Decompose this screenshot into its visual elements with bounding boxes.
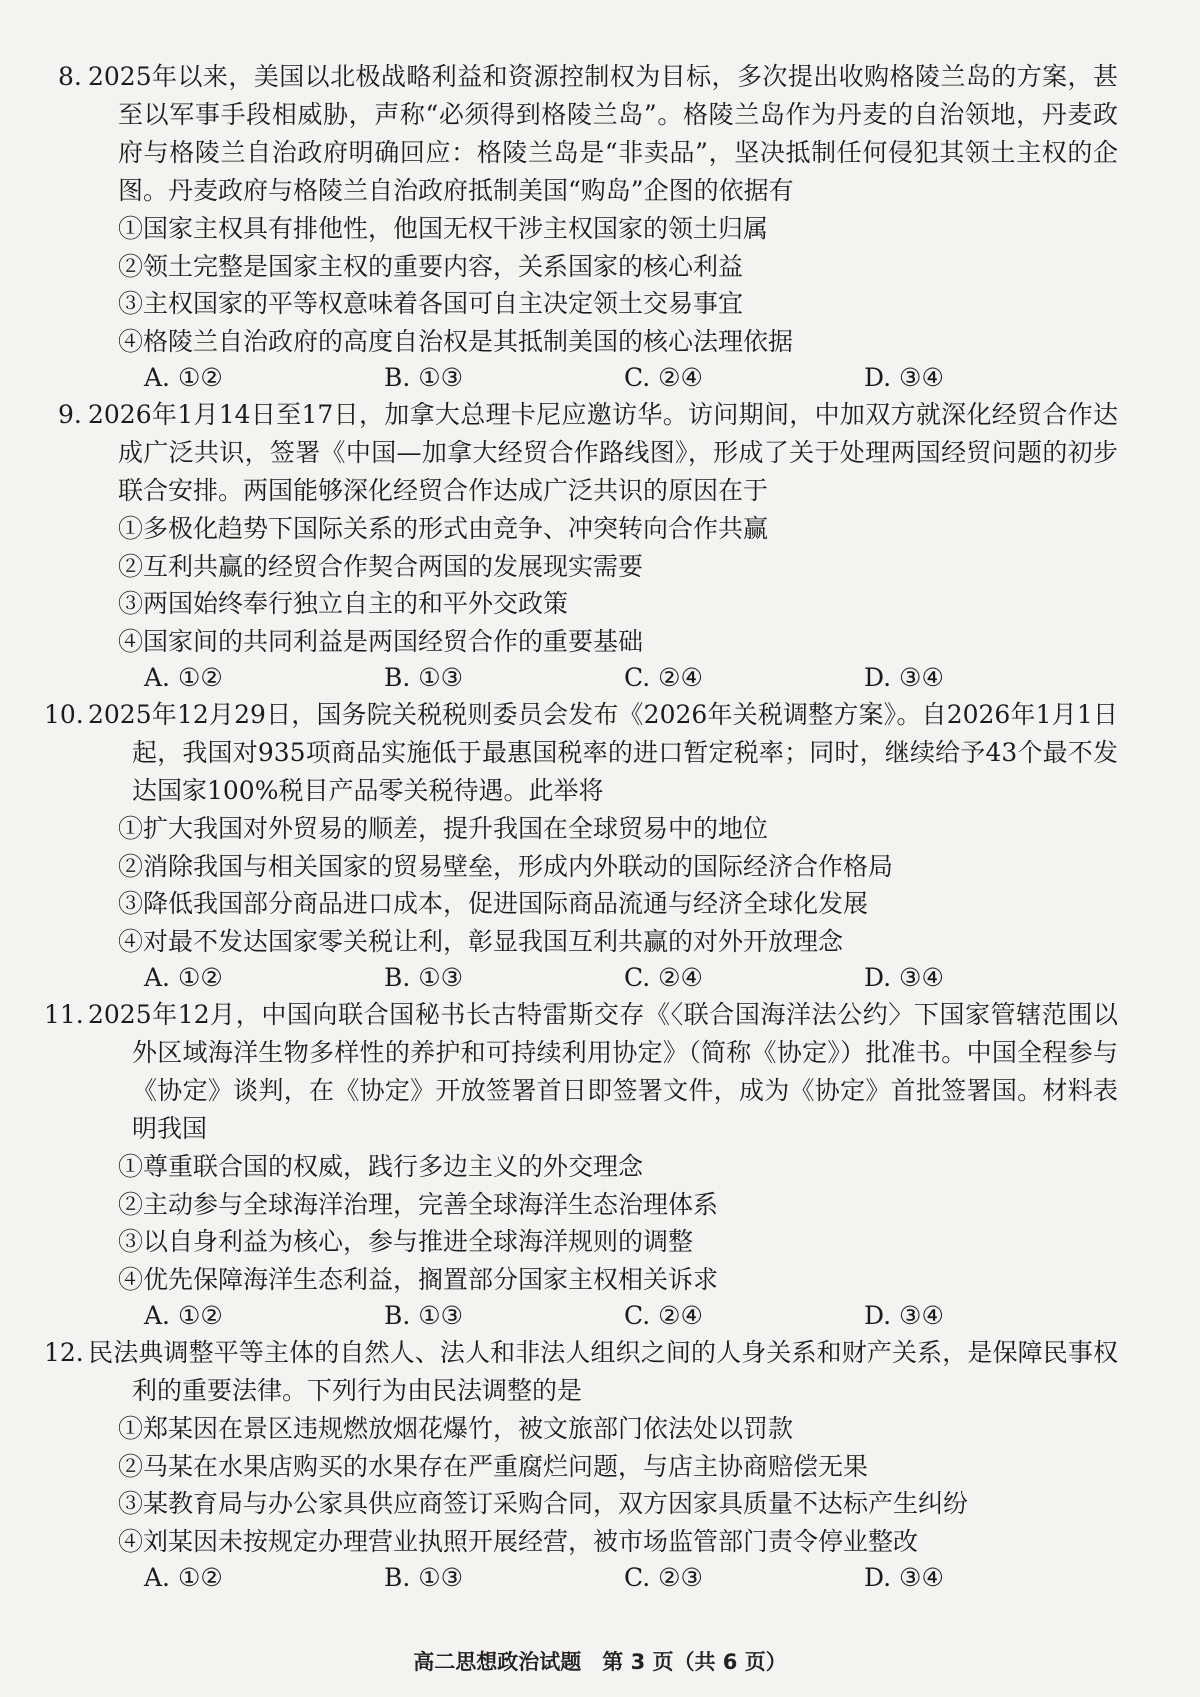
exam-page bbox=[44, 58, 1118, 1596]
question-12 bbox=[44, 1334, 1118, 1596]
statement-3: ③两国始终奉行独立自主的和平外交政策 bbox=[118, 589, 569, 618]
question-8 bbox=[58, 58, 1118, 396]
answer-options bbox=[88, 360, 1118, 396]
option-d[interactable]: D. ③④ bbox=[864, 1301, 944, 1330]
answer-options bbox=[88, 660, 1118, 696]
page-footer: 高二思想政治试题 第 3 页（共 6 页） bbox=[413, 1650, 787, 1674]
question-9 bbox=[58, 396, 1118, 696]
option-a[interactable]: A. ①② bbox=[144, 1301, 223, 1330]
option-c[interactable]: C. ②④ bbox=[624, 963, 703, 992]
statement-2: ②主动参与全球海洋治理，完善全球海洋生态治理体系 bbox=[118, 1189, 719, 1219]
option-d[interactable]: D. ③④ bbox=[864, 963, 944, 992]
option-c[interactable]: C. ②③ bbox=[624, 1563, 703, 1592]
question-text: 民法典调整平等主体的自然人、法人和非法人组织之间的人身关系和财产关系，是保障民事权利的重要法律。下列行为由民法调整的是 bbox=[88, 1338, 1118, 1405]
option-d[interactable]: D. ③④ bbox=[864, 663, 944, 692]
question-stem: 8. 2025年以来，美国以北极战略利益和资源控制权为目标，多次提出收购格陵兰岛的方案，甚至以军事手段相威胁，声称“必须得到格陵兰岛”。格陵兰岛作为丹麦的自治领地，丹麦政府与格陵兰自治政府明确回应：格陵兰岛是“非卖品”，坚决抵制任何侵犯其领土主权的企图。丹麦政府与格陵兰自治政府抵制美国“购岛”企图的依据有 bbox=[58, 62, 1118, 205]
question-text: 2026年1月14日至17日，加拿大总理卡尼应邀访华。访问期间，中加双方就深化经贸合作达成广泛共识，签署《中国—加拿大经贸合作路线图》，形成了关于处理两国经贸问题的初步联合安排。两国能够深化经贸合作达成广泛共识的原因在于 bbox=[88, 400, 1118, 505]
question-text: 2025年以来，美国以北极战略利益和资源控制权为目标，多次提出收购格陵兰岛的方案，甚至以军事手段相威胁，声称“必须得到格陵兰岛”。格陵兰岛作为丹麦的自治领地，丹麦政府与格陵兰自治政府明确回应：格陵兰岛是“非卖品”，坚决抵制任何侵犯其领土主权的企图。丹麦政府与格陵兰自治政府抵制美国“购岛”企图的依据有 bbox=[88, 62, 1118, 205]
question-stem: 12. 民法典调整平等主体的自然人、法人和非法人组织之间的人身关系和财产关系，是保障民事权利的重要法律。下列行为由民法调整的是 bbox=[44, 1338, 1118, 1405]
question-text: 2025年12月，中国向联合国秘书长古特雷斯交存《〈联合国海洋法公约〉下国家管辖范围以外区域海洋生物多样性的养护和可持续利用协定》（简称《协定》）批准书。中国全程参与《协定》谈判，在《协定》开放签署首日即签署文件，成为《协定》首批签署国。材料表明我国 bbox=[88, 1000, 1118, 1143]
statement-4: ④对最不发达国家零关税让利，彰显我国互利共赢的对外开放理念 bbox=[118, 926, 844, 956]
statement-4: ④优先保障海洋生态利益，搁置部分国家主权相关诉求 bbox=[118, 1264, 719, 1294]
option-a[interactable]: A. ①② bbox=[144, 663, 223, 692]
answer-options bbox=[88, 1298, 1118, 1334]
statement-4: ④刘某因未按规定办理营业执照开展经营，被市场监管部门责令停业整改 bbox=[118, 1526, 919, 1556]
option-b[interactable]: B. ①③ bbox=[384, 663, 464, 692]
option-b[interactable]: B. ①③ bbox=[384, 1301, 464, 1330]
option-b[interactable]: B. ①③ bbox=[384, 363, 464, 392]
option-c[interactable]: C. ②④ bbox=[624, 663, 703, 692]
option-d[interactable]: D. ③④ bbox=[864, 363, 944, 392]
statement-4: ④格陵兰自治政府的高度自治权是其抵制美国的核心法理依据 bbox=[118, 326, 794, 356]
option-a[interactable]: A. ①② bbox=[144, 1563, 223, 1592]
question-text: 2025年12月29日，国务院关税税则委员会发布《2026年关税调整方案》。自2026年1月1日起，我国对935项商品实施低于最惠国税率的进口暂定税率；同时，继续给予43个最不发达国家100%税目产品零关税待遇。此举将 bbox=[88, 700, 1118, 805]
statement-2: ②领土完整是国家主权的重要内容，关系国家的核心利益 bbox=[118, 251, 744, 281]
statement-1: ①多极化趋势下国际关系的形式由竞争、冲突转向合作共赢 bbox=[118, 514, 769, 543]
statement-3: ③主权国家的平等权意味着各国可自主决定领土交易事宜 bbox=[118, 289, 744, 318]
statement-1: ①尊重联合国的权威，践行多边主义的外交理念 bbox=[118, 1152, 644, 1181]
statement-2: ②马某在水果店购买的水果存在严重腐烂问题，与店主协商赔偿无果 bbox=[118, 1451, 869, 1481]
option-b[interactable]: B. ①③ bbox=[384, 1563, 464, 1592]
statement-1: ①郑某因在景区违规燃放烟花爆竹，被文旅部门依法处以罚款 bbox=[118, 1414, 794, 1443]
option-b[interactable]: B. ①③ bbox=[384, 963, 464, 992]
option-a[interactable]: A. ①② bbox=[144, 363, 223, 392]
statement-1: ①国家主权具有排他性，他国无权干涉主权国家的领土归属 bbox=[118, 214, 769, 243]
answer-options bbox=[88, 960, 1118, 996]
statement-3: ③以自身利益为核心，参与推进全球海洋规则的调整 bbox=[118, 1227, 694, 1256]
statement-2: ②互利共赢的经贸合作契合两国的发展现实需要 bbox=[118, 551, 644, 581]
statement-3: ③降低我国部分商品进口成本，促进国际商品流通与经济全球化发展 bbox=[118, 889, 869, 918]
statement-4: ④国家间的共同利益是两国经贸合作的重要基础 bbox=[118, 626, 644, 656]
statement-3: ③某教育局与办公家具供应商签订采购合同，双方因家具质量不达标产生纠纷 bbox=[118, 1489, 969, 1518]
option-c[interactable]: C. ②④ bbox=[624, 1301, 703, 1330]
option-a[interactable]: A. ①② bbox=[144, 963, 223, 992]
question-stem: 10. 2025年12月29日，国务院关税税则委员会发布《2026年关税调整方案》。自2026年1月1日起，我国对935项商品实施低于最惠国税率的进口暂定税率；同时，继续给予43个最不发达国家100%税目产品零关税待遇。此举将 bbox=[44, 700, 1118, 805]
statement-1: ①扩大我国对外贸易的顺差，提升我国在全球贸易中的地位 bbox=[118, 814, 769, 843]
question-stem: 11. 2025年12月，中国向联合国秘书长古特雷斯交存《〈联合国海洋法公约〉下国家管辖范围以外区域海洋生物多样性的养护和可持续利用协定》（简称《协定》）批准书。中国全程参与《协定》谈判，在《协定》开放签署首日即签署文件，成为《协定》首批签署国。材料表明我国 bbox=[44, 1000, 1118, 1143]
question-10 bbox=[44, 696, 1118, 996]
option-d[interactable]: D. ③④ bbox=[864, 1563, 944, 1592]
statement-2: ②消除我国与相关国家的贸易壁垒，形成内外联动的国际经济合作格局 bbox=[118, 851, 894, 881]
question-stem: 9. 2026年1月14日至17日，加拿大总理卡尼应邀访华。访问期间，中加双方就深化经贸合作达成广泛共识，签署《中国—加拿大经贸合作路线图》，形成了关于处理两国经贸问题的初步联合安排。两国能够深化经贸合作达成广泛共识的原因在于 bbox=[58, 400, 1118, 505]
answer-options bbox=[88, 1560, 1118, 1596]
question-11 bbox=[44, 996, 1118, 1334]
option-c[interactable]: C. ②④ bbox=[624, 363, 703, 392]
